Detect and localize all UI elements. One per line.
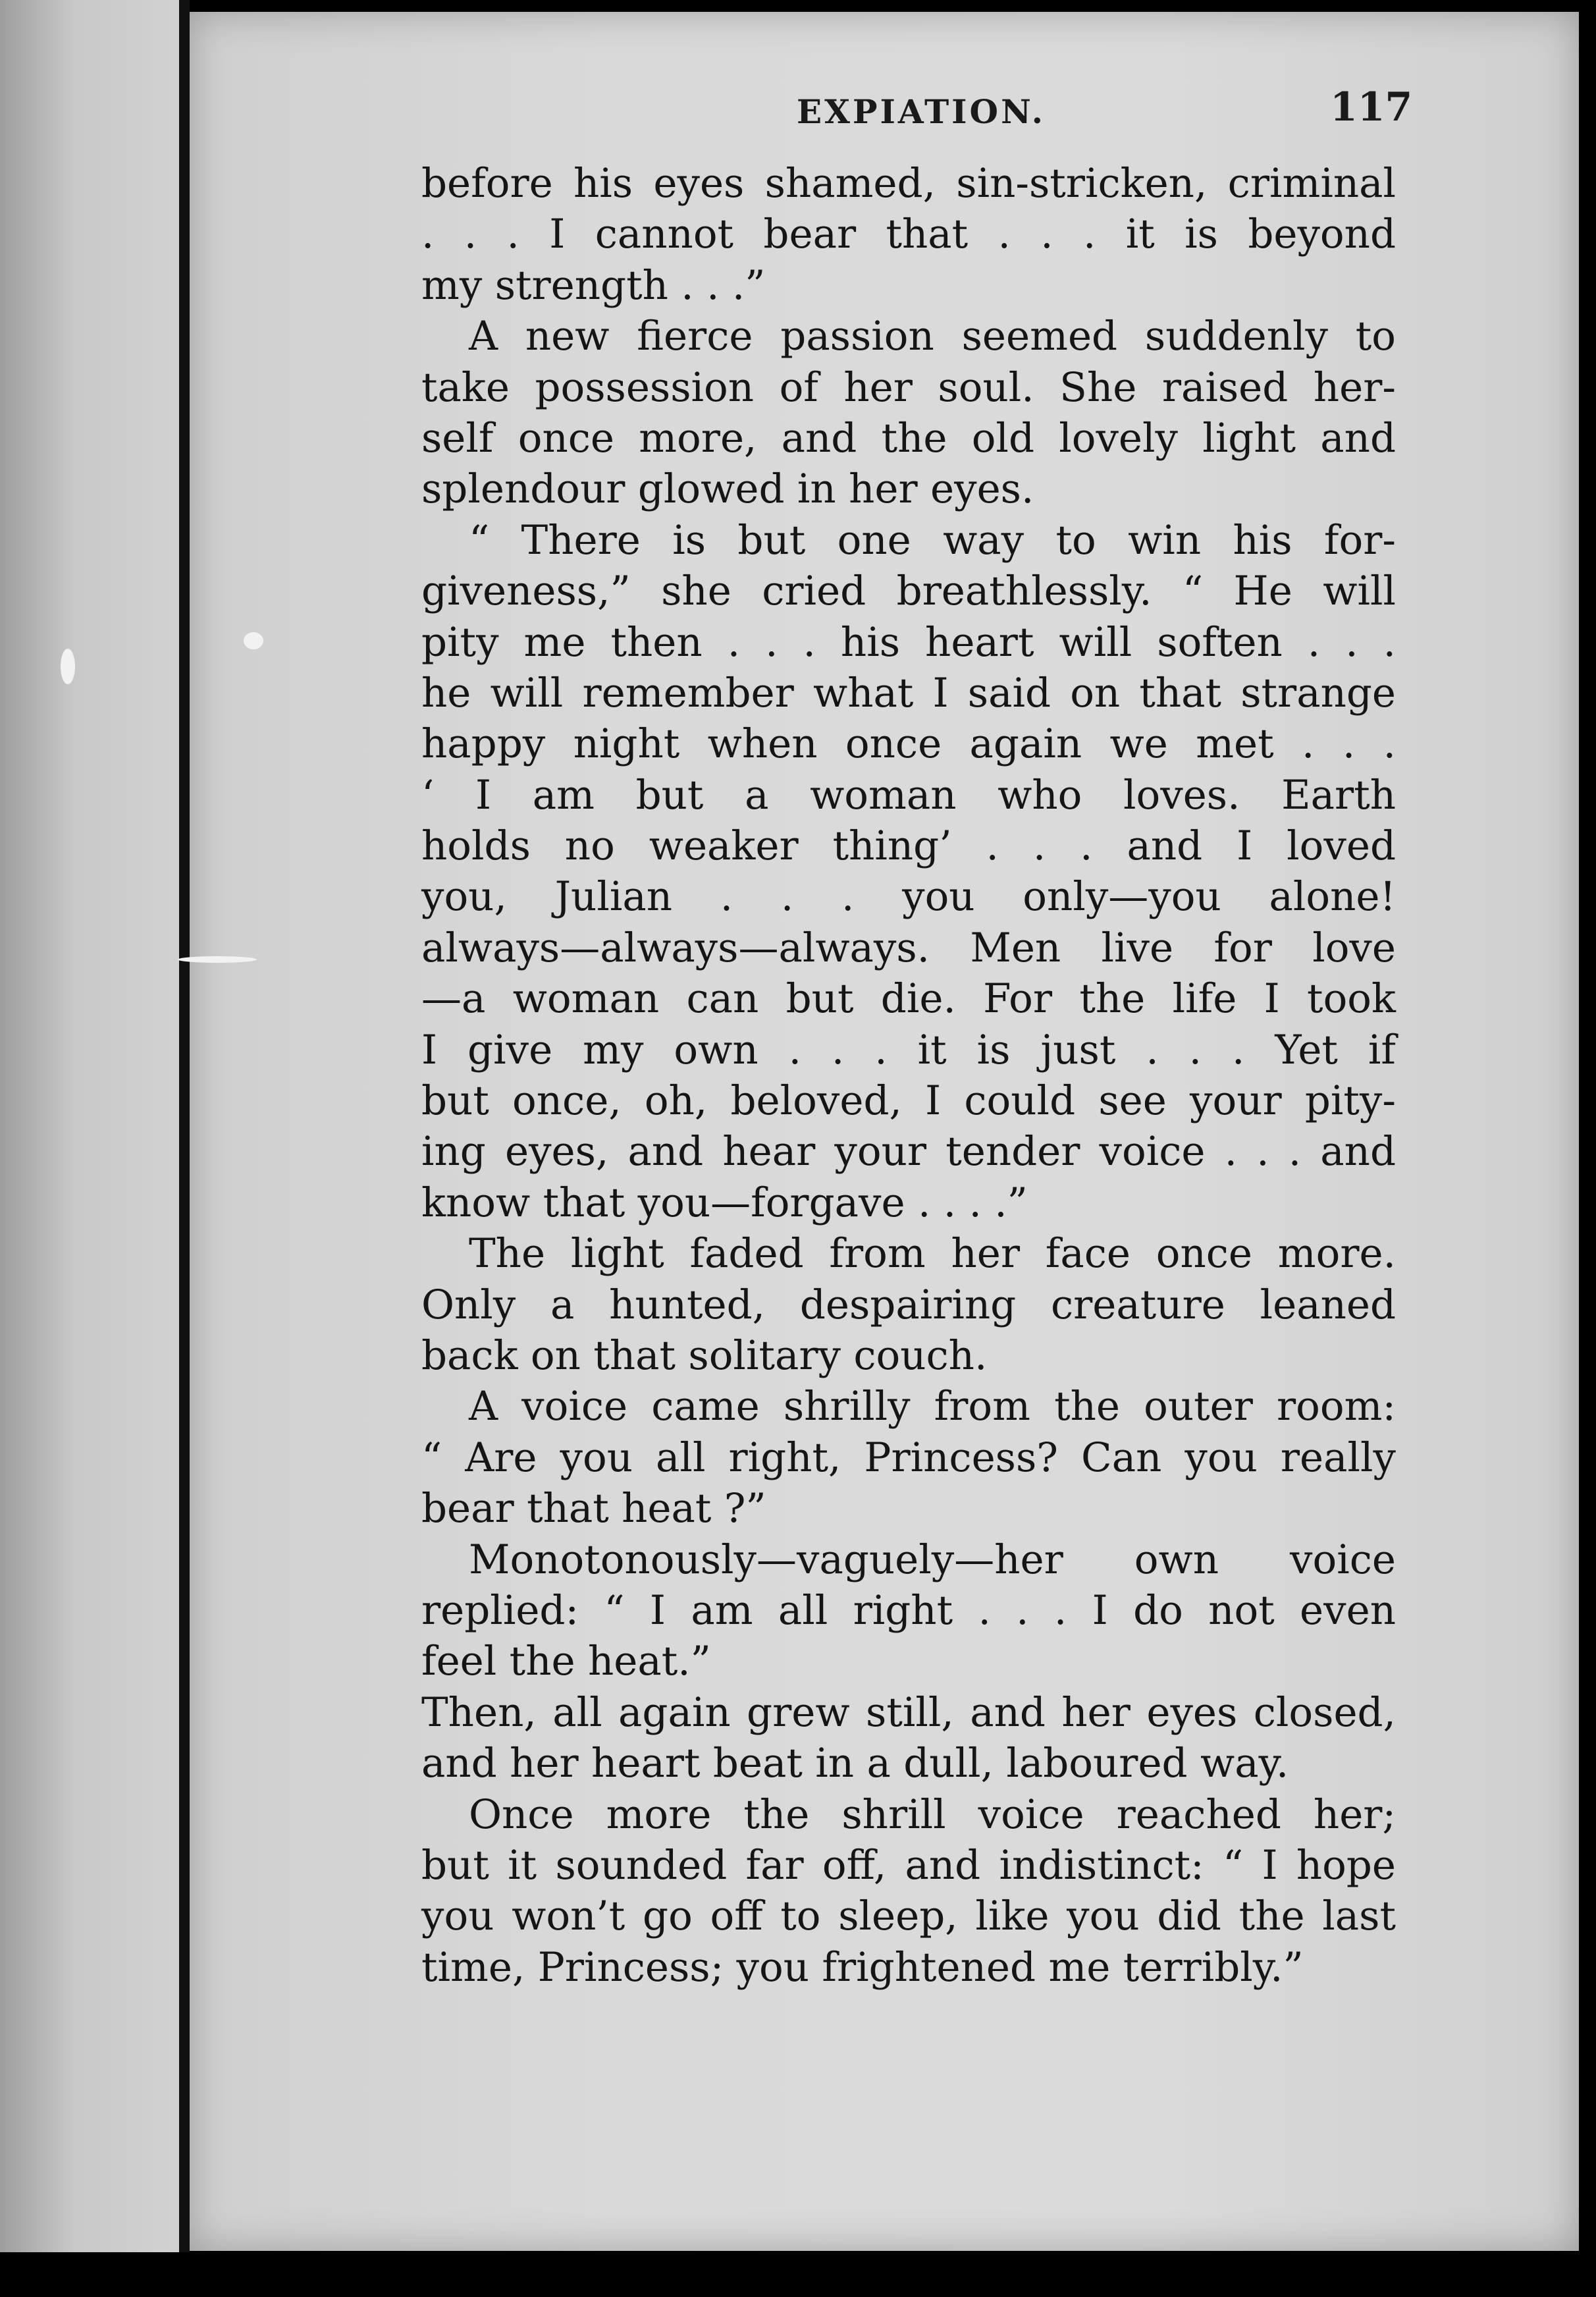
text-line: —a woman can but die. For the life I took (421, 975, 1396, 1023)
text-line: ing eyes, and hear your tender voice . . . and (421, 1128, 1396, 1176)
text-line: before his eyes shamed, sin-stricken, criminal (421, 160, 1396, 207)
text-line: but it sounded far off, and indistinct: “ I hope (421, 1841, 1396, 1889)
text-line: know that you—forgave . . . .” (421, 1179, 1028, 1226)
scan-speck (61, 649, 75, 684)
text-line: you won’t go off to sleep, like you did the last (421, 1893, 1396, 1940)
text-line: back on that solitary couch. (421, 1332, 988, 1379)
text-line: feel the heat.” (421, 1638, 711, 1685)
text-line: The light faded from her face once more. (469, 1230, 1396, 1278)
text-line: self once more, and the old lovely light and (421, 414, 1396, 462)
text-line: my strength . . .” (421, 261, 766, 309)
text-line: Once more the shrill voice reached her; (469, 1791, 1396, 1838)
body-text (421, 158, 1396, 1993)
text-line: but once, oh, beloved, I could see your pity- (421, 1077, 1396, 1125)
text-line: happy night when once again we met . . . (421, 720, 1396, 768)
binding-gutter (179, 0, 190, 2265)
text-line: time, Princess; you frightened me terribly.” (421, 1943, 1304, 1991)
text-line: giveness,” she cried breathlessly. “ He will (421, 568, 1396, 615)
text-line: ‘ I am but a woman who loves. Earth (421, 771, 1396, 819)
text-line: “ There is but one way to win his for- (469, 516, 1396, 564)
scan-bottom-edge (0, 2252, 1596, 2297)
text-line: and her heart beat in a dull, laboured way. (421, 1740, 1289, 1787)
scan-speck (178, 956, 257, 963)
text-line: he will remember what I said on that strange (421, 669, 1396, 716)
running-head: EXPIATION. (797, 92, 1046, 131)
text-line: always—always—always. Men live for love (421, 924, 1396, 971)
text-line: I give my own . . . it is just . . . Yet if (421, 1026, 1396, 1073)
text-line: bear that heat ?” (421, 1485, 766, 1532)
text-line: Only a hunted, despairing creature leaned (421, 1281, 1396, 1328)
text-line: replied: “ I am all right . . . I do not even (421, 1586, 1396, 1634)
text-line: Then, all again grew still, and her eyes closed, (421, 1689, 1396, 1736)
text-line: A voice came shrilly from the outer room: (469, 1383, 1396, 1430)
facing-page-edge (0, 0, 184, 2265)
text-line: holds no weaker thing’ . . . and I loved (421, 823, 1396, 870)
text-line: take possession of her soul. She raised her- (421, 364, 1396, 411)
text-line: splendour glowed in her eyes. (421, 466, 1034, 513)
scan-speck (244, 632, 263, 649)
scan-right-edge (1579, 0, 1596, 2297)
text-line: you, Julian . . . you only—you alone! (421, 873, 1396, 921)
text-line: pity me then . . . his heart will soften . . . (421, 618, 1396, 666)
text-line: A new fierce passion seemed suddenly to (469, 313, 1396, 360)
text-line: “ Are you all right, Princess? Can you really (421, 1434, 1396, 1481)
page-number: 117 (1330, 84, 1413, 130)
text-line: . . . I cannot bear that . . . it is beyond (421, 211, 1396, 258)
text-line: Monotonously—vaguely—her own voice (469, 1536, 1396, 1583)
